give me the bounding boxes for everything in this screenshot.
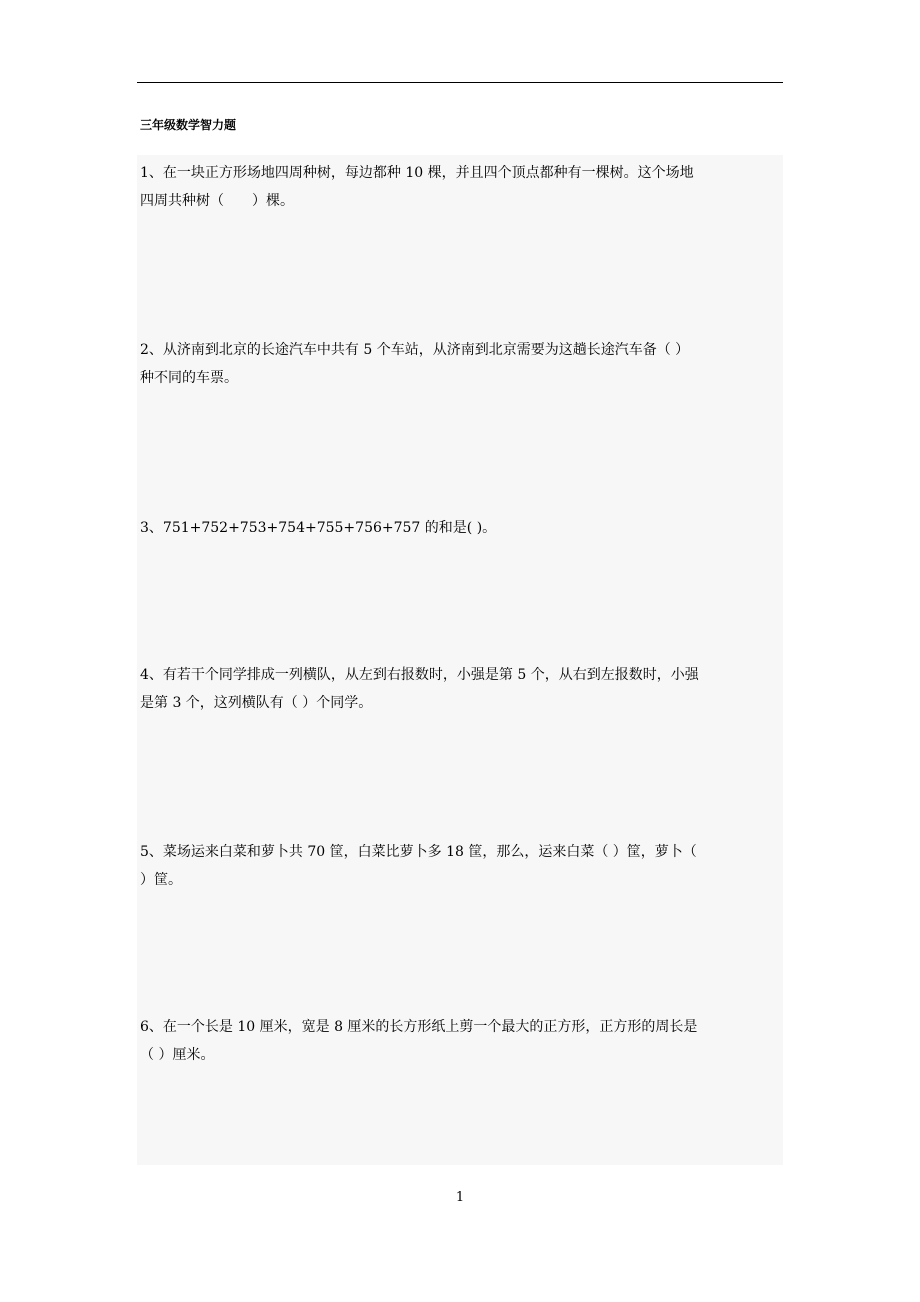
question-5-line-1: 5、菜场运来白菜和萝卜共 70 筐，白菜比萝卜多 18 筐，那么，运来白菜（ ）筐，萝卜（	[140, 844, 697, 860]
question-2-line-1: 2、从济南到北京的长途汽车中共有 5 个车站，从济南到北京需要为这趟长途汽车备（ ）	[140, 342, 690, 358]
question-panel	[137, 155, 783, 1165]
document-title: 三年级数学智力题	[140, 118, 237, 132]
question-1-line-1: 1、在一块正方形场地四周种树，每边都种 10 棵，并且四个顶点都种有一棵树。这个场地	[140, 165, 694, 181]
question-6-line-2: （ ）厘米。	[140, 1047, 215, 1063]
question-1	[140, 159, 780, 215]
page-number: 1	[455, 1190, 465, 1205]
question-4-line-2: 是第 3 个，这列横队有（ ）个同学。	[140, 695, 373, 711]
header-rule	[137, 82, 783, 83]
question-2	[140, 336, 780, 392]
question-4	[140, 661, 780, 717]
question-6-line-1: 6、在一个长是 10 厘米，宽是 8 厘米的长方形纸上剪一个最大的正方形，正方形的周长是	[140, 1019, 698, 1035]
question-2-line-2: 种不同的车票。	[140, 370, 238, 386]
question-1-line-2: 四周共种树（ ）棵。	[140, 193, 294, 209]
question-3-line-1: 3、751+752+753+754+755+756+757 的和是( )。	[140, 520, 497, 536]
question-4-line-1: 4、有若干个同学排成一列横队，从左到右报数时，小强是第 5 个，从右到左报数时，小强	[140, 667, 699, 683]
question-5	[140, 838, 780, 894]
question-6	[140, 1013, 780, 1069]
question-3	[140, 514, 780, 542]
question-5-line-2: ）筐。	[140, 872, 182, 888]
